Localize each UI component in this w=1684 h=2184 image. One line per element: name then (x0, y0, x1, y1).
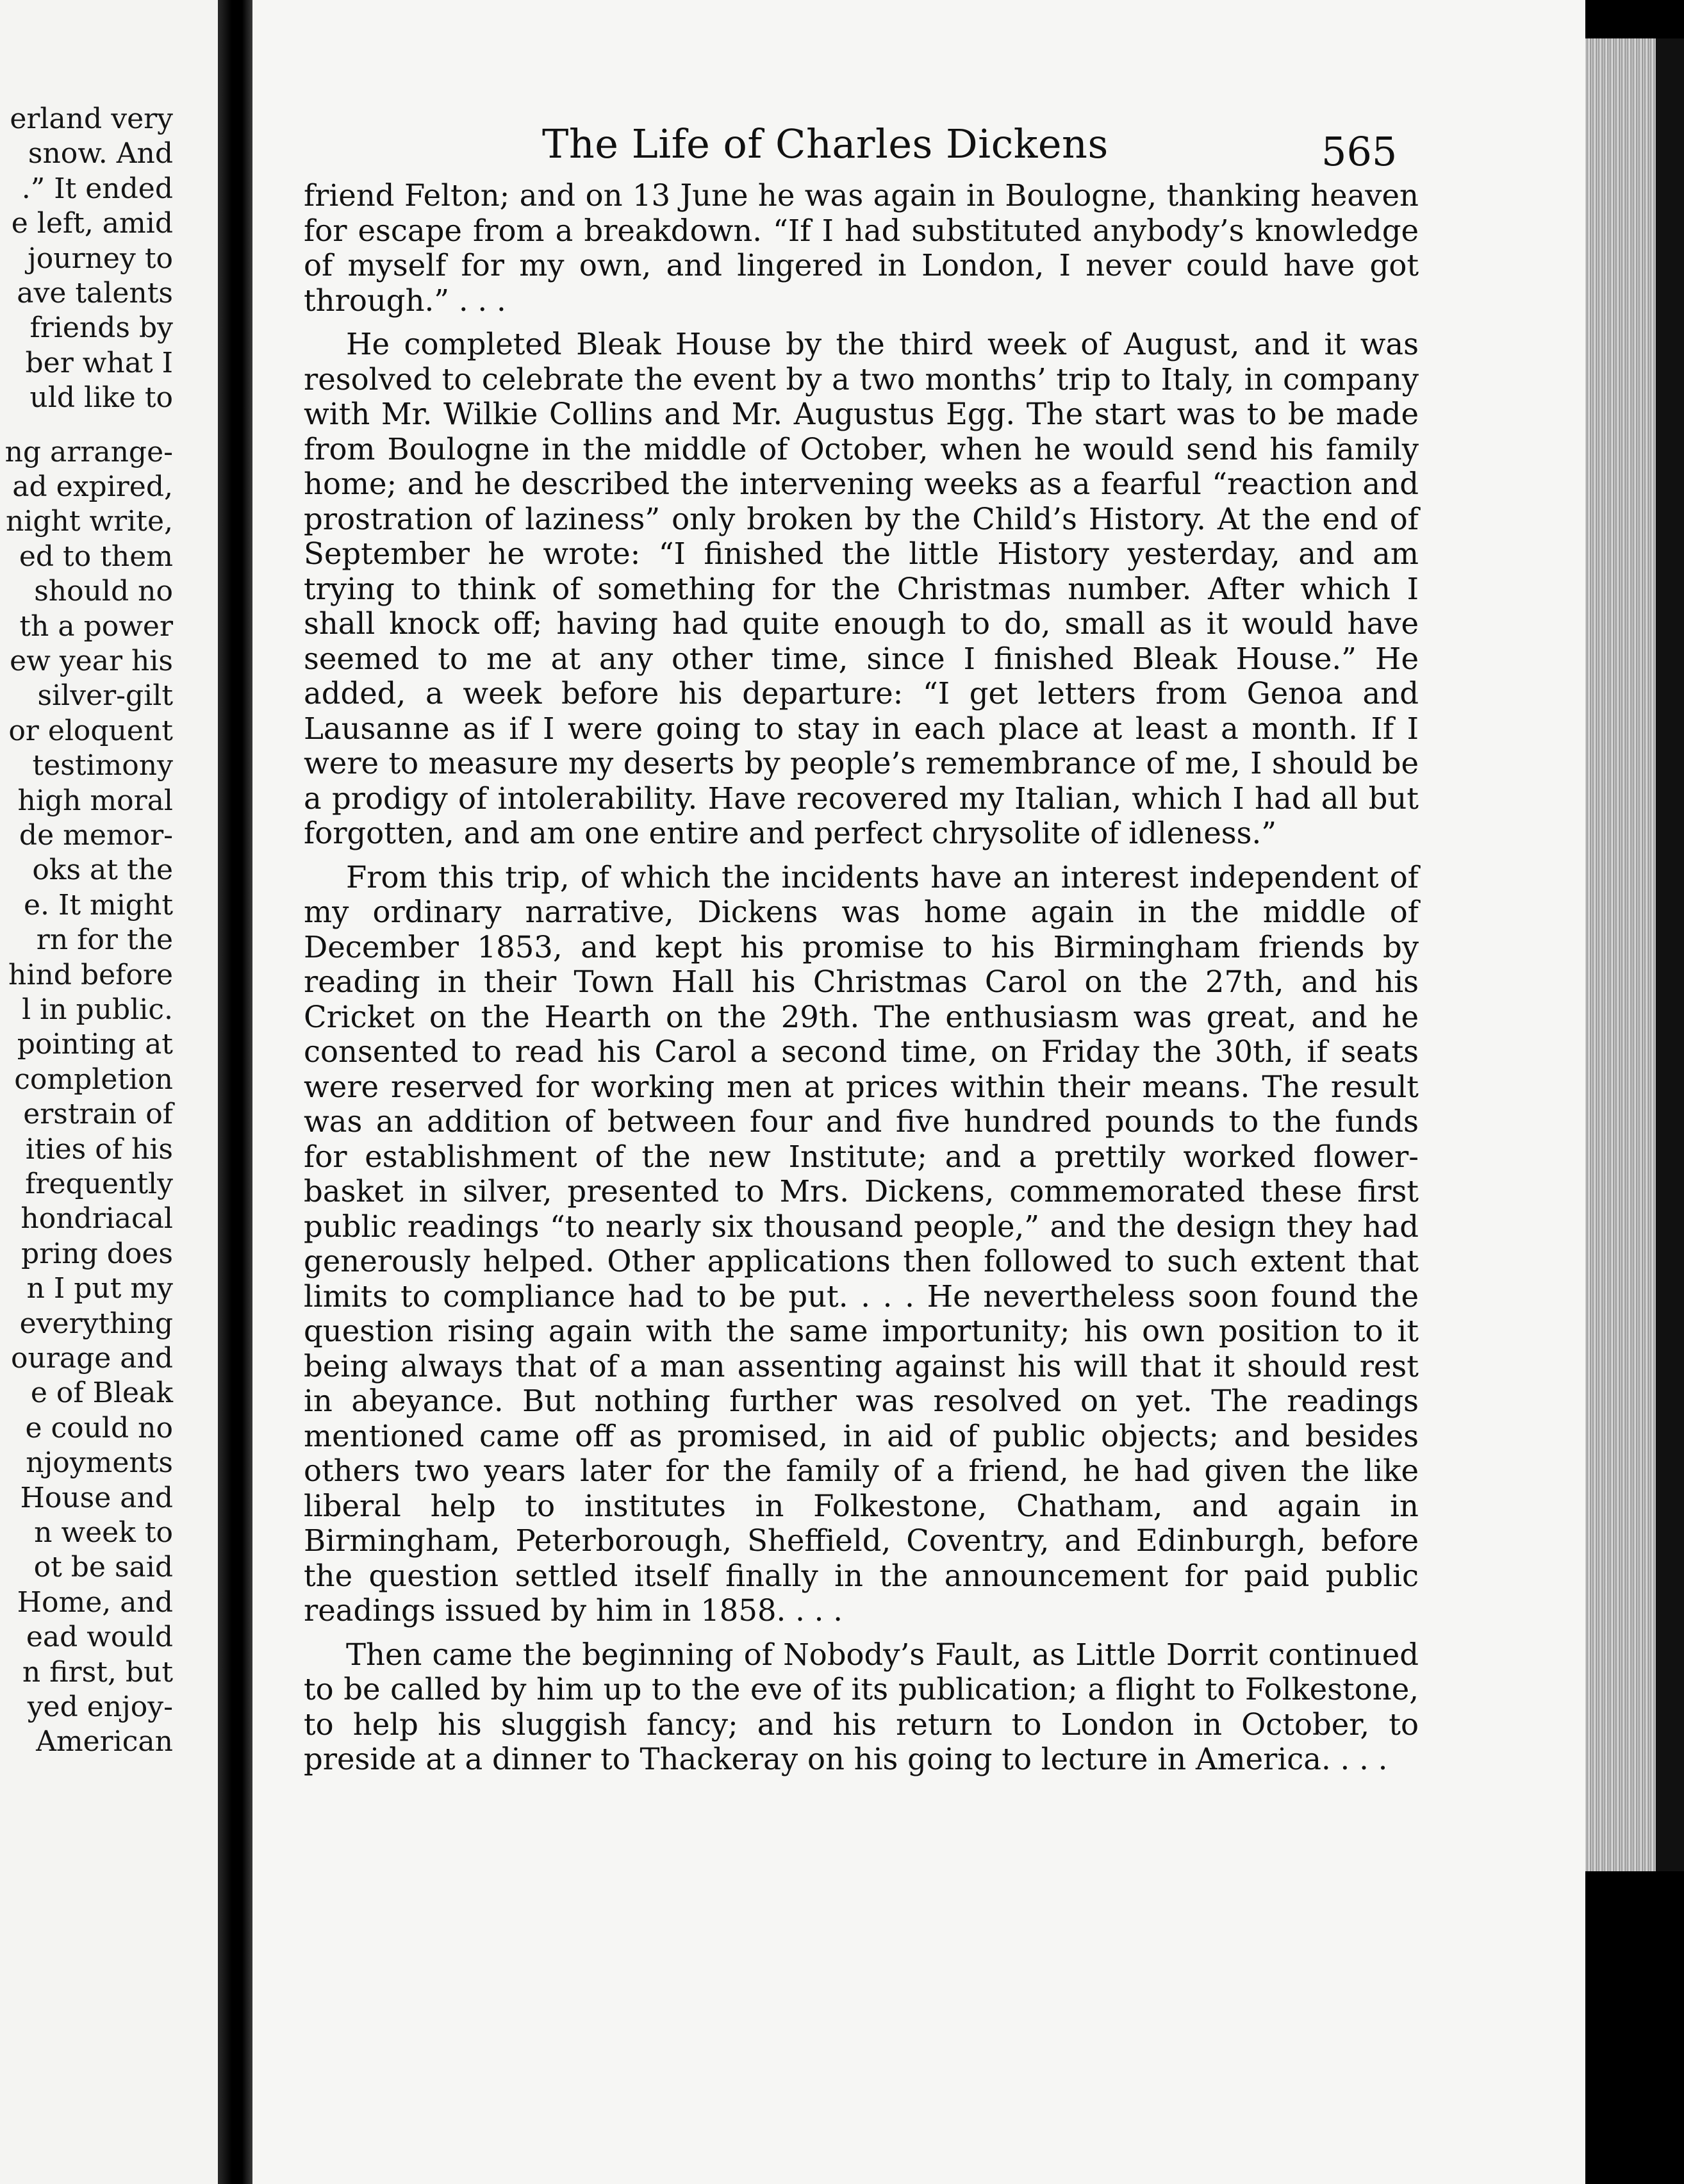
left-page-line: oks at the (32, 854, 173, 887)
left-page-line: yed enjoy- (27, 1691, 173, 1723)
page-edge-shadow (1656, 38, 1684, 1871)
left-page-line: hind before (8, 958, 173, 991)
paragraph: Then came the beginning of Nobody’s Fault, as Little Dorrit continued to be called by him up to the eve of its publication; a flight to Folkestone, to help his sluggish fancy; and his return to London in October, to preside at a dinner to Thackeray on his going to lecture in America. . . . (304, 1637, 1419, 1776)
left-page-line: njoyments (26, 1446, 173, 1480)
book-gutter (218, 0, 252, 2184)
left-page-line: n week to (34, 1516, 173, 1549)
left-page (0, 0, 218, 2184)
left-page-line: House and (20, 1481, 173, 1514)
left-page-line: n I put my (26, 1272, 173, 1305)
paragraph: friend Felton; and on 13 June he was again in Boulogne, thanking heaven for escape from a breakdown. “If I had substituted anybody’s knowledge of myself for my own, and lingered in London, I never could have got through.” . . . (304, 178, 1419, 318)
left-page-line: uld like to (29, 381, 173, 415)
left-page-line: ad expired, (12, 470, 173, 503)
left-page-line: should no (34, 575, 173, 608)
left-page-line: everything (19, 1307, 173, 1340)
body-text (304, 178, 1419, 1786)
left-page-line: erstrain of (23, 1098, 173, 1131)
right-page (252, 0, 1585, 2184)
left-page-line: completion (14, 1063, 173, 1096)
page-edges (1585, 38, 1656, 1871)
left-page-line: .” It ended (21, 172, 173, 205)
left-page-line: rn for the (36, 923, 173, 957)
left-page-line: night write, (5, 505, 173, 538)
left-page-line: snow. And (28, 137, 173, 170)
left-page-line: silver-gilt (37, 679, 173, 713)
left-page-line: ead would (26, 1621, 173, 1654)
page-number: 565 (1321, 128, 1398, 175)
left-page-line: e. It might (23, 888, 173, 922)
running-head: The Life of Charles Dickens (542, 120, 1109, 167)
left-page-line: e of Bleak (30, 1377, 173, 1410)
left-page-line: pointing at (17, 1028, 173, 1061)
left-page-line: n first, but (22, 1655, 173, 1689)
left-page-line: ng arrange- (4, 435, 173, 468)
left-page-line: friends by (29, 311, 173, 345)
left-page-line: l in public. (22, 993, 173, 1026)
left-page-line: pring does (21, 1237, 173, 1270)
paragraph: He completed Bleak House by the third week of August, and it was resolved to celebrate the event by a two months’ trip to Italy, in company with Mr. Wilkie Collins and Mr. Augustus Egg. The start was to be made from Boulogne in the middle of October, when he would send his family home; and he described the intervening weeks as a fearful “reaction and prostration of laziness” only broken by the Child’s History. At the end of September he wrote: “I finished the little History yesterday, and am trying to think of something for the Christmas number. After which I shall knock off; having had quite enough to do, small as it would have seemed to me at any other time, since I finished Bleak House.” He added, a week before his departure: “I get letters from Genoa and Lausanne as if I were going to stay in each place at least a month. If I were to measure my deserts by people’s remembrance of me, I should be a prodigy of intolerability. Have recovered my Italian, which I had all but forgotten, and am one entire and perfect chrysolite of idleness.” (304, 327, 1419, 850)
left-page-line: ourage and (10, 1342, 173, 1375)
left-page-line: journey to (28, 242, 173, 275)
left-page-line: American (36, 1725, 173, 1758)
left-page-line: ber what I (25, 346, 173, 379)
left-page-line: th a power (19, 609, 173, 643)
left-page-line: testimony (32, 749, 173, 782)
left-page-line: frequently (25, 1168, 173, 1200)
left-page-line: Home, and (17, 1585, 173, 1619)
left-page-line: high moral (17, 784, 173, 817)
left-page-line: e could no (25, 1411, 173, 1444)
left-page-line: ew year his (10, 645, 173, 677)
left-page-line: e left, amid (11, 207, 173, 240)
left-page-line: ot be said (33, 1551, 173, 1584)
left-page-line: erland very (10, 103, 173, 135)
paragraph: From this trip, of which the incidents have an interest independent of my ordinary narrative, Dickens was home again in the middle of December 1853, and kept his promise to his Birmingham friends by reading in their Town Hall his Christmas Carol on the 27th, and his Cricket on the Hearth on the 29th. The enthusiasm was great, and he consented to read his Carol a second time, on Friday the 30th, if seats were reserved for working men at prices within their means. The result was an addition of between four and five hundred pounds to the funds for establishment of the new Institute; and a prettily worked flower-basket in silver, presented to Mrs. Dickens, commemorated these first public readings “to nearly six thousand people,” and the design they had generously helped. Other applications then followed to such extent that limits to compliance had to be put. . . . He nevertheless soon found the question rising again with the same importunity; his own position to it being always that of a man assenting against his will that it should rest in abeyance. But nothing further was resolved on yet. The readings mentioned came off as promised, in aid of public objects; and besides others two years later for the family of a friend, he had given the like liberal help to institutes in Folkestone, Chatham, and again in Birmingham, Peterborough, Sheffield, Coventry, and Edinburgh, before the question settled itself finally in the announcement for paid public readings issued by him in 1858. . . . (304, 859, 1419, 1628)
left-page-line: or eloquent (8, 714, 173, 747)
left-page-line: ities of his (25, 1132, 173, 1166)
left-page-line: hondriacal (21, 1202, 173, 1236)
left-page-line: ave talents (17, 277, 173, 310)
left-page-line: ed to them (19, 540, 173, 573)
left-page-line: de memor- (19, 819, 173, 852)
